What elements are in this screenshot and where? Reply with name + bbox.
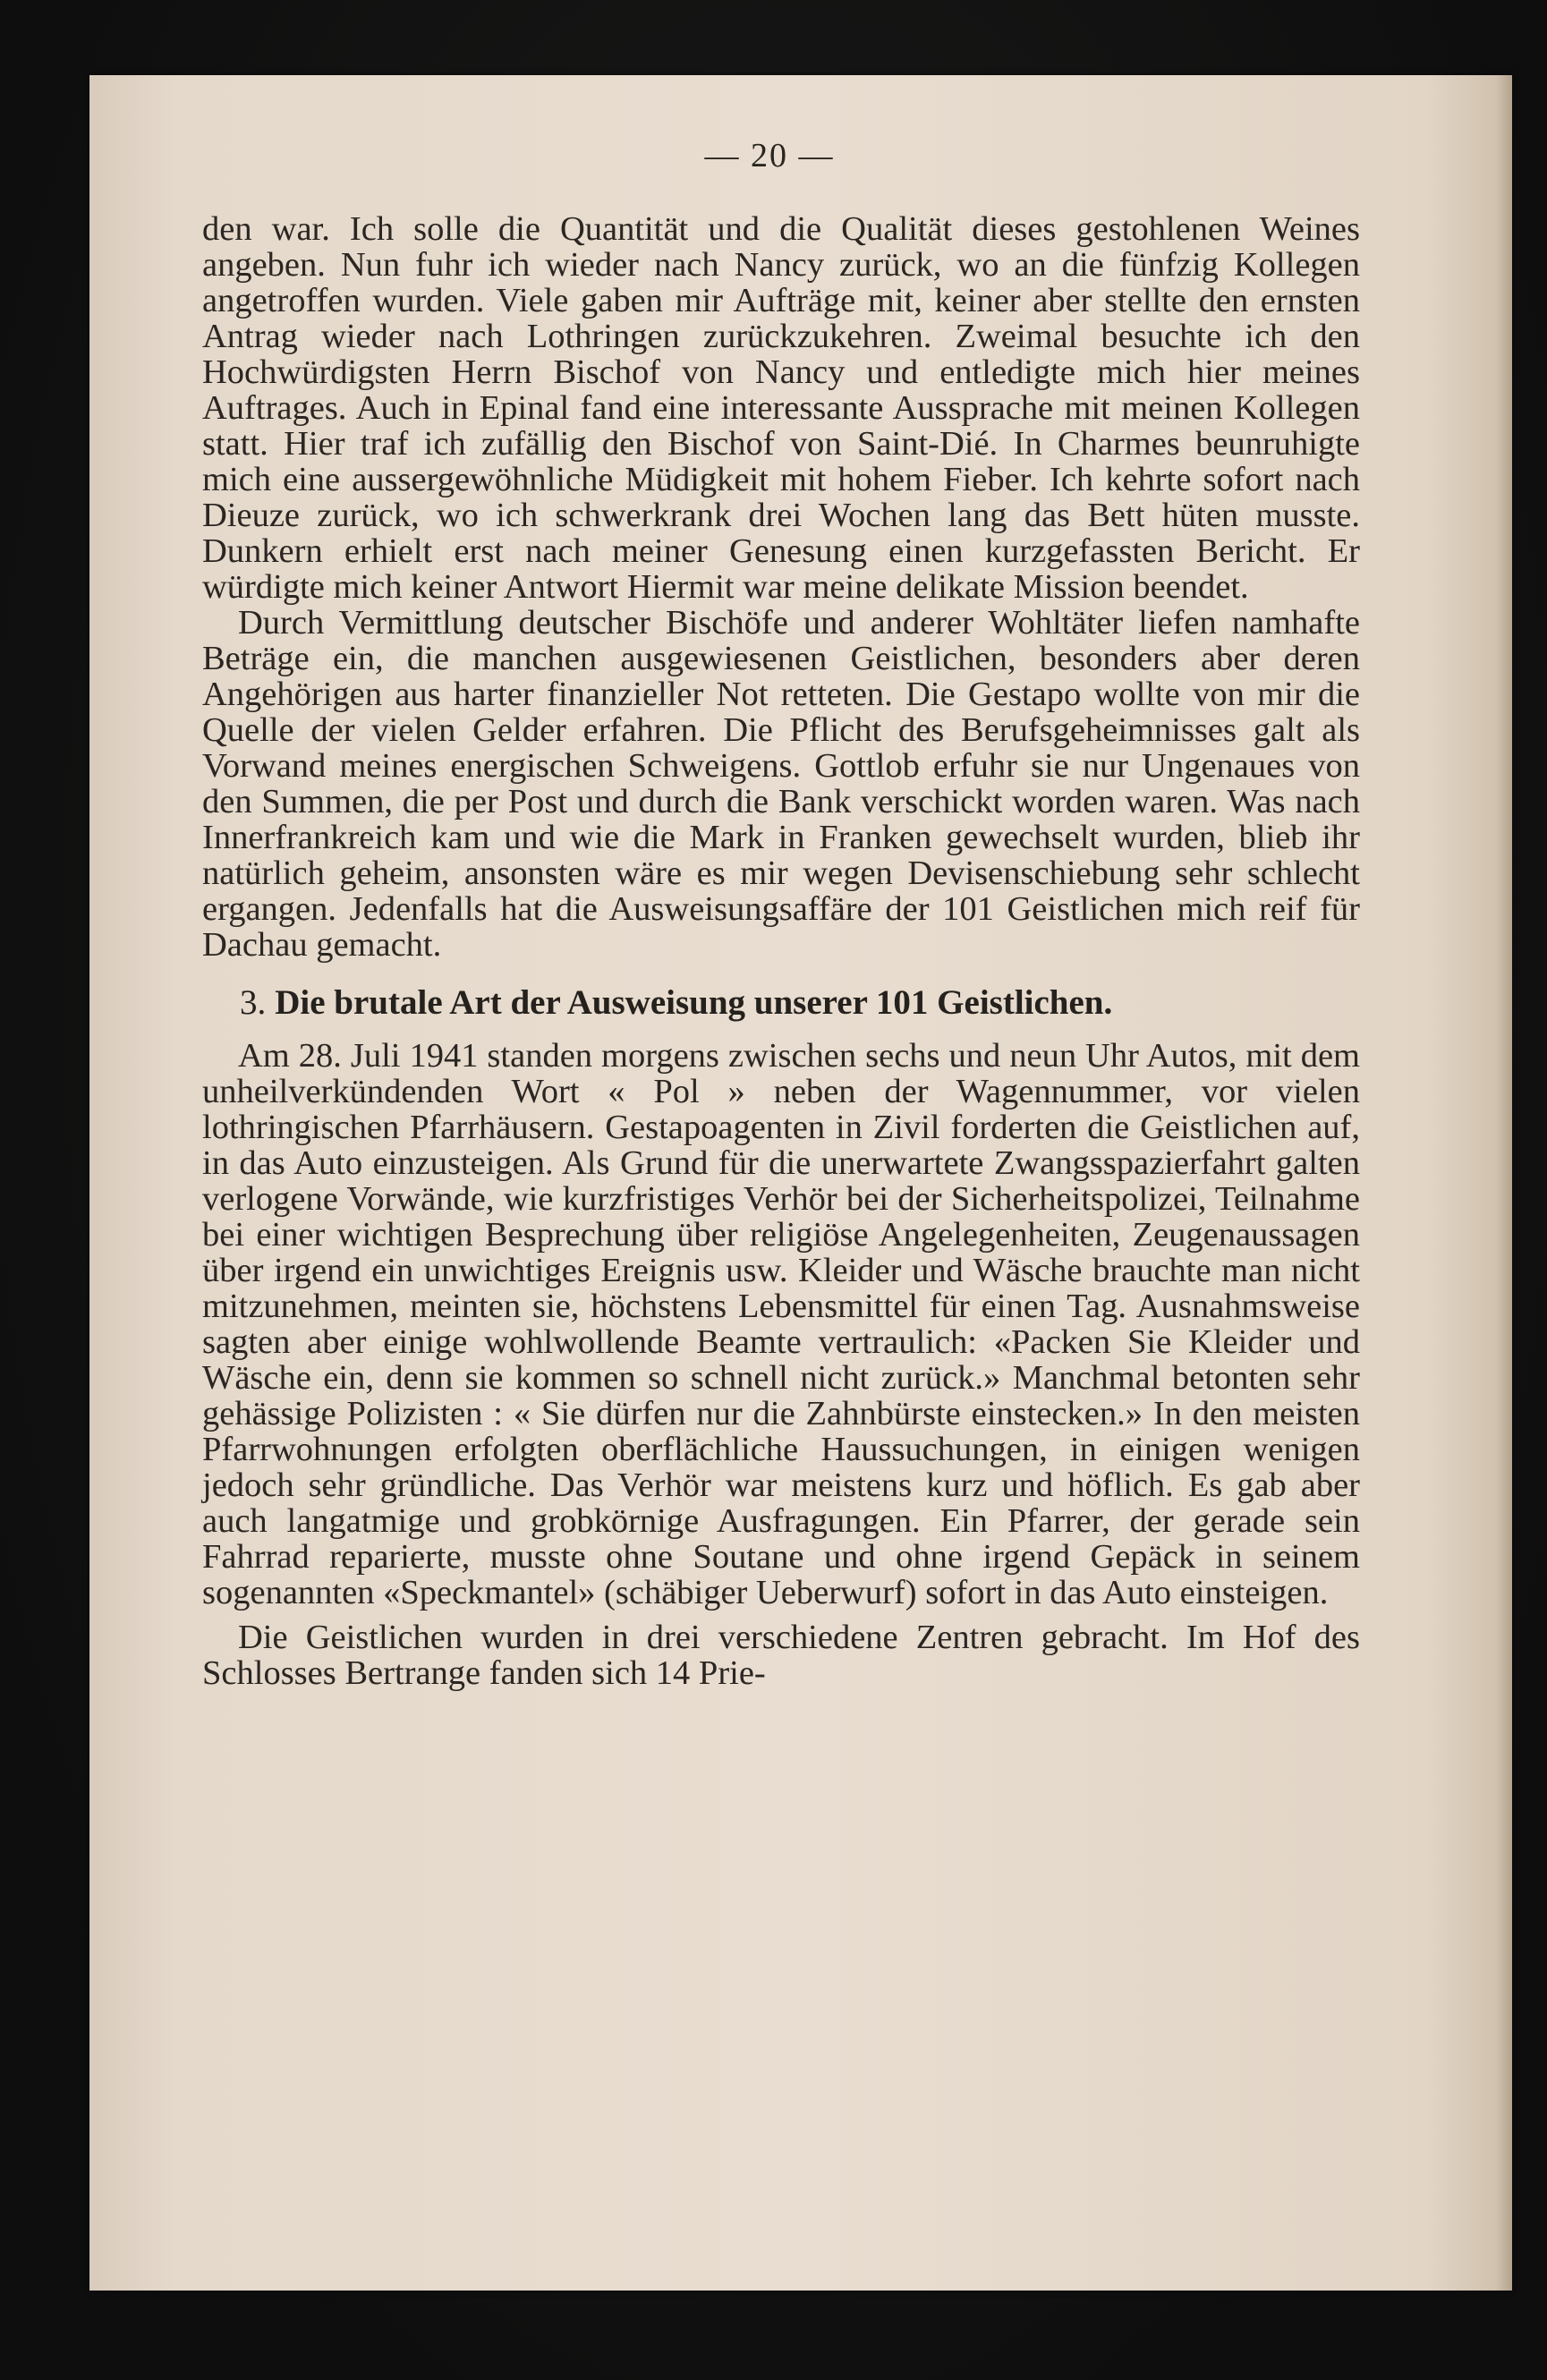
section-number: 3. bbox=[240, 983, 267, 1022]
page-body bbox=[202, 211, 1360, 1691]
paragraph-expulsion: Am 28. Juli 1941 standen morgens zwischen sechs und neun Uhr Autos, mit dem unheilverkündenden Wort « Pol » neben der Wagennummer, vor vielen lothringischen Pfarrhäusern. Gestapoagenten in Zivil forderten die Geistlichen auf, in das Auto einzusteigen. Als Grund für die unerwartete Zwangsspazierfahrt galten verlogene Vorwände, wie kurzfristiges Verhör bei der Sicherheitspolizei, Teilnahme bei einer wichtigen Besprechung über religiöse Angelegenheiten, Zeugenaussagen über irgend ein unwichtiges Ereignis usw. Kleider und Wäsche brauchte man nicht mitzunehmen, meinten sie, höchstens Lebensmittel für einen Tag. Ausnahmsweise sagten aber einige wohlwollende Beamte vertraulich: «Packen Sie Kleider und Wäsche ein, denn sie kommen so schnell nicht zurück.» Manchmal betonten sehr gehässige Polizisten : « Sie dürfen nur die Zahnbürste einstecken.» In den meisten Pfarrwohnungen erfolgten oberflächliche Haussuchungen, in einigen wenigen jedoch sehr gründliche. Das Verhör war meistens kurz und höflich. Es gab aber auch langatmige und grobkörnige Ausfragungen. Ein Pfarrer, der gerade sein Fahrrad reparierte, musste ohne Soutane und ohne irgend Gepäck in seinem sogenannten «Speckmantel» (schäbiger Ueberwurf) sofort in das Auto einsteigen. bbox=[202, 1037, 1360, 1611]
section-heading bbox=[202, 984, 1360, 1022]
page-number: — 20 — bbox=[704, 137, 835, 174]
paragraph-donations: Durch Vermittlung deutscher Bischöfe und anderer Wohltäter liefen namhafte Beträge ein, die manchen ausgewiesenen Geistlichen, besonders aber deren Angehörigen aus harter finanzieller Not retteten. Die Gestapo wollte von mir die Quelle der vielen Gelder erfahren. Die Pflicht des Berufsgeheimnisses galt als Vorwand meines energischen Schweigens. Gottlob erfuhr sie nur Ungenaues von den Summen, die per Post und durch die Bank verschickt worden waren. Was nach Innerfrankreich kam und wie die Mark in Franken gewechselt wurden, blieb ihr natürlich geheim, ansonsten wäre es mir wegen Devisenschiebung sehr schlecht ergangen. Jedenfalls hat die Ausweisungsaffäre der 101 Geistlichen mich reif für Dachau gemacht. bbox=[202, 604, 1360, 964]
paragraph-continuation: den war. Ich solle die Quantität und die Qualität dieses gestohlenen Weines angeben. Nun fuhr ich wieder nach Nancy zurück, wo an die fünfzig Kollegen angetroffen wurden. Viele gaben mir Aufträge mit, keiner aber stellte den ernsten Antrag wieder nach Lothringen zurückzukehren. Zweimal besuchte ich den Hochwürdigsten Herrn Bischof von Nancy und entledigte mich hier meines Auftrages. Auch in Epinal fand eine interessante Aussprache mit meinen Kollegen statt. Hier traf ich zufällig den Bischof von Saint-Dié. In Charmes beunruhigte mich eine aussergewöhnliche Müdigkeit mit hohem Fieber. Ich kehrte sofort nach Dieuze zurück, wo ich schwerkrank drei Wochen lang das Bett hüten musste. Dunkern erhielt erst nach meiner Genesung einen kurzgefassten Bericht. Er würdigte mich keiner Antwort Hiermit war meine delikate Mission beendet. bbox=[202, 210, 1360, 606]
section-title: Die brutale Art der Ausweisung unserer 101 Geistlichen. bbox=[275, 983, 1113, 1022]
paragraph-centers: Die Geistlichen wurden in drei verschiedene Zentren gebracht. Im Hof des Schlosses Bertrange fanden sich 14 Prie- bbox=[202, 1619, 1360, 1692]
page-edge-shadow bbox=[1496, 75, 1512, 2291]
